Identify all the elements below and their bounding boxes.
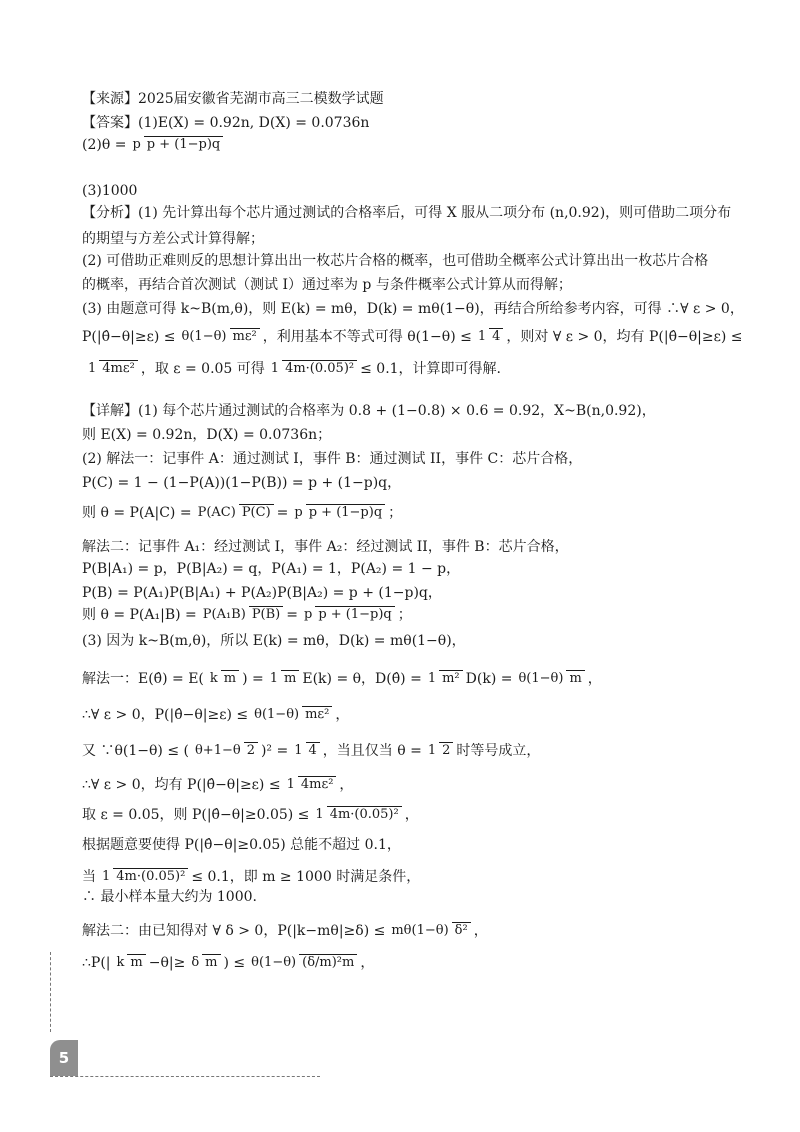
- text-line-analysis5: [82, 302, 744, 316]
- text-segment: 【分析】(1) 先计算出每个芯片通过测试的合格率后，可得 X 服从二项分布 (n,0.92)，则可借助二项分布: [82, 205, 732, 221]
- text-segment: )² =: [260, 742, 289, 759]
- fraction: [99, 868, 188, 885]
- fraction-denominator: 4m·(0.05)²: [113, 868, 188, 885]
- fraction-denominator: (δ/m)²m: [299, 954, 357, 971]
- fraction: [388, 922, 470, 939]
- text-line-detail4: [82, 476, 401, 490]
- fraction-denominator: mε²: [230, 328, 260, 345]
- text-segment: 的概率，再结合首次测试（测试 I）通过率为 p 与条件概率公式计算从而得解；: [82, 277, 572, 293]
- text-line-detail8: [82, 586, 442, 600]
- fraction-denominator: 2: [244, 742, 258, 759]
- text-segment: =: [286, 606, 298, 623]
- fraction-denominator: 4mε²: [298, 776, 337, 793]
- text-segment: ，: [335, 706, 350, 723]
- text-segment: ≤ 0.1，即 m ≥ 1000 时满足条件，: [191, 868, 421, 885]
- fraction: [251, 706, 332, 723]
- text-line-source: [82, 92, 384, 106]
- fraction-denominator: 2: [439, 742, 453, 759]
- text-segment: 则 E(X) = 0.92n，D(X) = 0.0736n；: [82, 427, 332, 443]
- text-line-ans3: [82, 184, 137, 198]
- fraction-denominator: p + (1−p)q: [306, 504, 385, 521]
- fraction-denominator: 4m·(0.05)²: [327, 806, 402, 823]
- fraction-numerator: 1: [294, 743, 303, 758]
- text-segment: (2) 可借助正难则反的思想计算出出一枚芯片合格的概率，也可借助全概率公式计算出出一枚芯片合格: [82, 253, 709, 269]
- text-segment: ) ≤: [223, 954, 246, 971]
- fraction-denominator: 4mε²: [99, 360, 138, 377]
- fraction-numerator: θ(1−θ): [181, 329, 227, 344]
- text-segment: 【详解】(1) 每个芯片通过测试的合格率为 0.8 + (1−0.8) × 0.6 = 0.92，X~B(n,0.92)，: [82, 403, 656, 419]
- text-segment: ≤ 0.1，计算即可得解.: [360, 360, 502, 377]
- fraction: [179, 328, 260, 345]
- fraction-numerator: mθ(1−θ): [391, 923, 449, 938]
- text-segment: E(k) = θ，D(θ̂) =: [302, 670, 422, 687]
- fraction: [200, 606, 284, 623]
- text-segment: 的期望与方差公式计算得解；: [82, 231, 264, 247]
- fraction: [192, 742, 258, 759]
- fraction-denominator: p + (1−p)q: [315, 606, 394, 623]
- fraction-numerator: k: [116, 955, 125, 970]
- page-number: 5: [58, 1049, 70, 1067]
- text-segment: (2)θ =: [82, 136, 127, 153]
- fraction-numerator: 1: [102, 869, 111, 884]
- text-line-detail2: [82, 428, 331, 442]
- text-segment: =: [276, 504, 289, 521]
- text-segment: 【来源】2025届安徽省芜湖市高三二模数学试题: [82, 91, 384, 107]
- fraction-denominator: m: [127, 954, 145, 971]
- text-segment: (3) 因为 k~B(m,θ)，所以 E(k) = mθ，D(k) = mθ(1−θ)，: [82, 633, 466, 649]
- text-line-detail17: [82, 868, 420, 885]
- fraction-denominator: p + (1−p)q: [144, 136, 223, 153]
- fraction-denominator: 4: [489, 328, 503, 345]
- fraction: [267, 670, 300, 687]
- fraction-denominator: m: [202, 954, 220, 971]
- text-line-detail13: [82, 742, 540, 759]
- fraction-denominator: δ²: [452, 922, 471, 939]
- text-segment: 解法一：E(θ̂) = E(: [82, 670, 204, 687]
- text-segment: −θ|≥: [148, 954, 186, 971]
- text-segment: P(C) = 1 − (1−P(A))(1−P(B)) = p + (1−p)q，: [82, 475, 402, 491]
- fraction: [268, 360, 357, 377]
- fraction: [475, 328, 504, 345]
- fraction-numerator: 1: [88, 361, 97, 376]
- text-segment: ，当且仅当 θ =: [322, 742, 422, 759]
- text-segment: ∴∀ ε > 0，P(|θ̂−θ|≥ε) ≤: [82, 706, 249, 723]
- fraction-denominator: P(C): [239, 504, 274, 521]
- text-segment: ；: [388, 504, 403, 521]
- text-segment: (3) 由题意可得 k~B(m,θ)，则 E(k) = mθ，D(k) = mθ(1−θ)，再结合所给参考内容，可得 ∴∀ ε > 0，: [82, 301, 744, 317]
- fraction-denominator: mε²: [302, 706, 332, 723]
- text-segment: P(B|A₁) = p，P(B|A₂) = q，P(A₁) = 1，P(A₂) = 1 − p，: [82, 561, 461, 577]
- fraction: [188, 954, 220, 971]
- text-segment: (3)1000: [82, 183, 138, 199]
- text-line-detail19: [82, 922, 488, 939]
- page-bottom-dashed-line: [50, 1076, 320, 1077]
- text-line-detail20: [82, 954, 374, 971]
- text-line-detail5: [82, 504, 402, 521]
- text-segment: ，: [587, 670, 602, 687]
- text-segment: P(B) = P(A₁)P(B|A₁) + P(A₂)P(B|A₂) = p + (1−p)q，: [82, 585, 442, 601]
- text-line-detail11: [82, 670, 602, 687]
- fraction-numerator: 1: [270, 361, 280, 376]
- text-segment: ∴P(|: [82, 954, 111, 971]
- text-line-detail6: [82, 540, 569, 554]
- page-number-tab: [50, 1040, 78, 1076]
- text-line-analysis3: [82, 254, 708, 268]
- text-segment: 根据题意要使得 P(|θ̂−θ|≥0.05) 总能不超过 0.1，: [82, 837, 401, 853]
- fraction: [195, 504, 274, 521]
- text-line-detail3: [82, 452, 582, 466]
- fraction-numerator: 1: [477, 329, 487, 344]
- fraction-numerator: P(A₁B): [202, 607, 246, 622]
- fraction-denominator: m: [221, 670, 239, 687]
- text-line-detail12: [82, 706, 349, 723]
- fraction: [291, 504, 385, 521]
- text-line-detail16: [82, 838, 401, 852]
- fraction-numerator: θ(1−θ): [251, 955, 297, 970]
- fraction: [515, 670, 584, 687]
- text-segment: D(k) =: [465, 670, 513, 687]
- fraction-numerator: p: [132, 137, 141, 152]
- text-segment: 取 ε = 0.05，则 P(|θ̂−θ|≥0.05) ≤: [82, 806, 310, 823]
- text-segment: ，利用基本不等式可得 θ(1−θ) ≤: [262, 328, 472, 345]
- text-segment: ，: [473, 922, 488, 939]
- text-segment: 又 ∵θ(1−θ) ≤ (: [82, 742, 189, 759]
- text-segment: ，: [360, 954, 375, 971]
- fraction: [301, 606, 395, 623]
- text-segment: 解法二：记事件 A₁：经过测试 I，事件 A₂：经过测试 II，事件 B：芯片合格，: [82, 539, 569, 555]
- fraction: [312, 806, 401, 823]
- text-line-detail14: [82, 776, 353, 793]
- fraction: [425, 742, 454, 759]
- text-line-analysis6: [82, 328, 743, 345]
- fraction: [425, 670, 463, 687]
- fraction-numerator: p: [294, 505, 303, 520]
- fraction-numerator: 1: [286, 777, 295, 792]
- fraction-numerator: p: [304, 607, 313, 622]
- text-line-analysis4: [82, 278, 572, 292]
- text-segment: ；: [397, 606, 412, 623]
- fraction: [85, 360, 138, 377]
- fraction: [207, 670, 239, 687]
- text-segment: ∴ 最小样本量大约为 1000.: [82, 889, 257, 905]
- text-line-analysis2: [82, 232, 264, 246]
- fraction-numerator: 1: [315, 807, 324, 822]
- fraction-denominator: 4: [306, 742, 320, 759]
- fraction-numerator: δ: [191, 955, 200, 970]
- fraction-denominator: P(B): [249, 606, 283, 623]
- fraction-numerator: θ(1−θ): [254, 707, 300, 722]
- text-line-detail10: [82, 634, 466, 648]
- text-segment: ，取 ε = 0.05 可得: [140, 360, 265, 377]
- text-segment: 时等号成立，: [456, 742, 541, 759]
- fraction: [129, 136, 223, 153]
- fraction-numerator: P(AC): [197, 505, 236, 520]
- text-segment: ，: [339, 776, 354, 793]
- text-line-detail18: [82, 890, 257, 904]
- text-line-ans2: [82, 136, 226, 153]
- text-segment: 则 θ = P(A|C) =: [82, 504, 192, 521]
- text-segment: 【答案】(1)E(X) = 0.92n, D(X) = 0.0736n: [82, 115, 370, 131]
- text-segment: 解法二：由已知得对 ∀ δ > 0，P(|k−mθ|≥δ) ≤: [82, 922, 386, 939]
- fraction-denominator: m²: [439, 670, 463, 687]
- fraction-numerator: 1: [427, 743, 437, 758]
- text-segment: 当: [82, 868, 96, 885]
- fraction-numerator: 1: [269, 671, 279, 686]
- fraction: [291, 742, 320, 759]
- fraction: [114, 954, 146, 971]
- fraction-numerator: θ+1−θ: [194, 743, 241, 758]
- text-line-detail15: [82, 806, 419, 823]
- text-segment: 则 θ = P(A₁|B) =: [82, 606, 197, 623]
- fraction-denominator: m: [566, 670, 584, 687]
- text-line-detail1: [82, 404, 656, 418]
- fraction-numerator: k: [209, 671, 218, 686]
- text-segment: (2) 解法一：记事件 A：通过测试 I，事件 B：通过测试 II，事件 C：芯片合格，: [82, 451, 583, 467]
- fraction: [248, 954, 357, 971]
- fraction-numerator: 1: [427, 671, 437, 686]
- text-segment: ∴∀ ε > 0，均有 P(|θ̂−θ|≥ε) ≤: [82, 776, 281, 793]
- fraction: [284, 776, 337, 793]
- page-margin-dashed-line: [50, 952, 51, 1032]
- text-segment: ，则对 ∀ ε > 0，均有 P(|θ̂−θ|≥ε) ≤: [506, 328, 743, 345]
- text-line-analysis7: [82, 360, 501, 377]
- fraction-numerator: θ(1−θ): [518, 671, 564, 686]
- text-segment: P(|θ̂−θ|≥ε) ≤: [82, 328, 176, 345]
- text-line-analysis1: [82, 206, 731, 220]
- text-line-answer: [82, 116, 369, 130]
- text-segment: ) =: [242, 670, 264, 687]
- text-segment: ，: [404, 806, 419, 823]
- fraction-denominator: m: [281, 670, 299, 687]
- fraction-denominator: 4m·(0.05)²: [282, 360, 357, 377]
- text-line-detail9: [82, 606, 412, 623]
- text-line-detail7: [82, 562, 460, 576]
